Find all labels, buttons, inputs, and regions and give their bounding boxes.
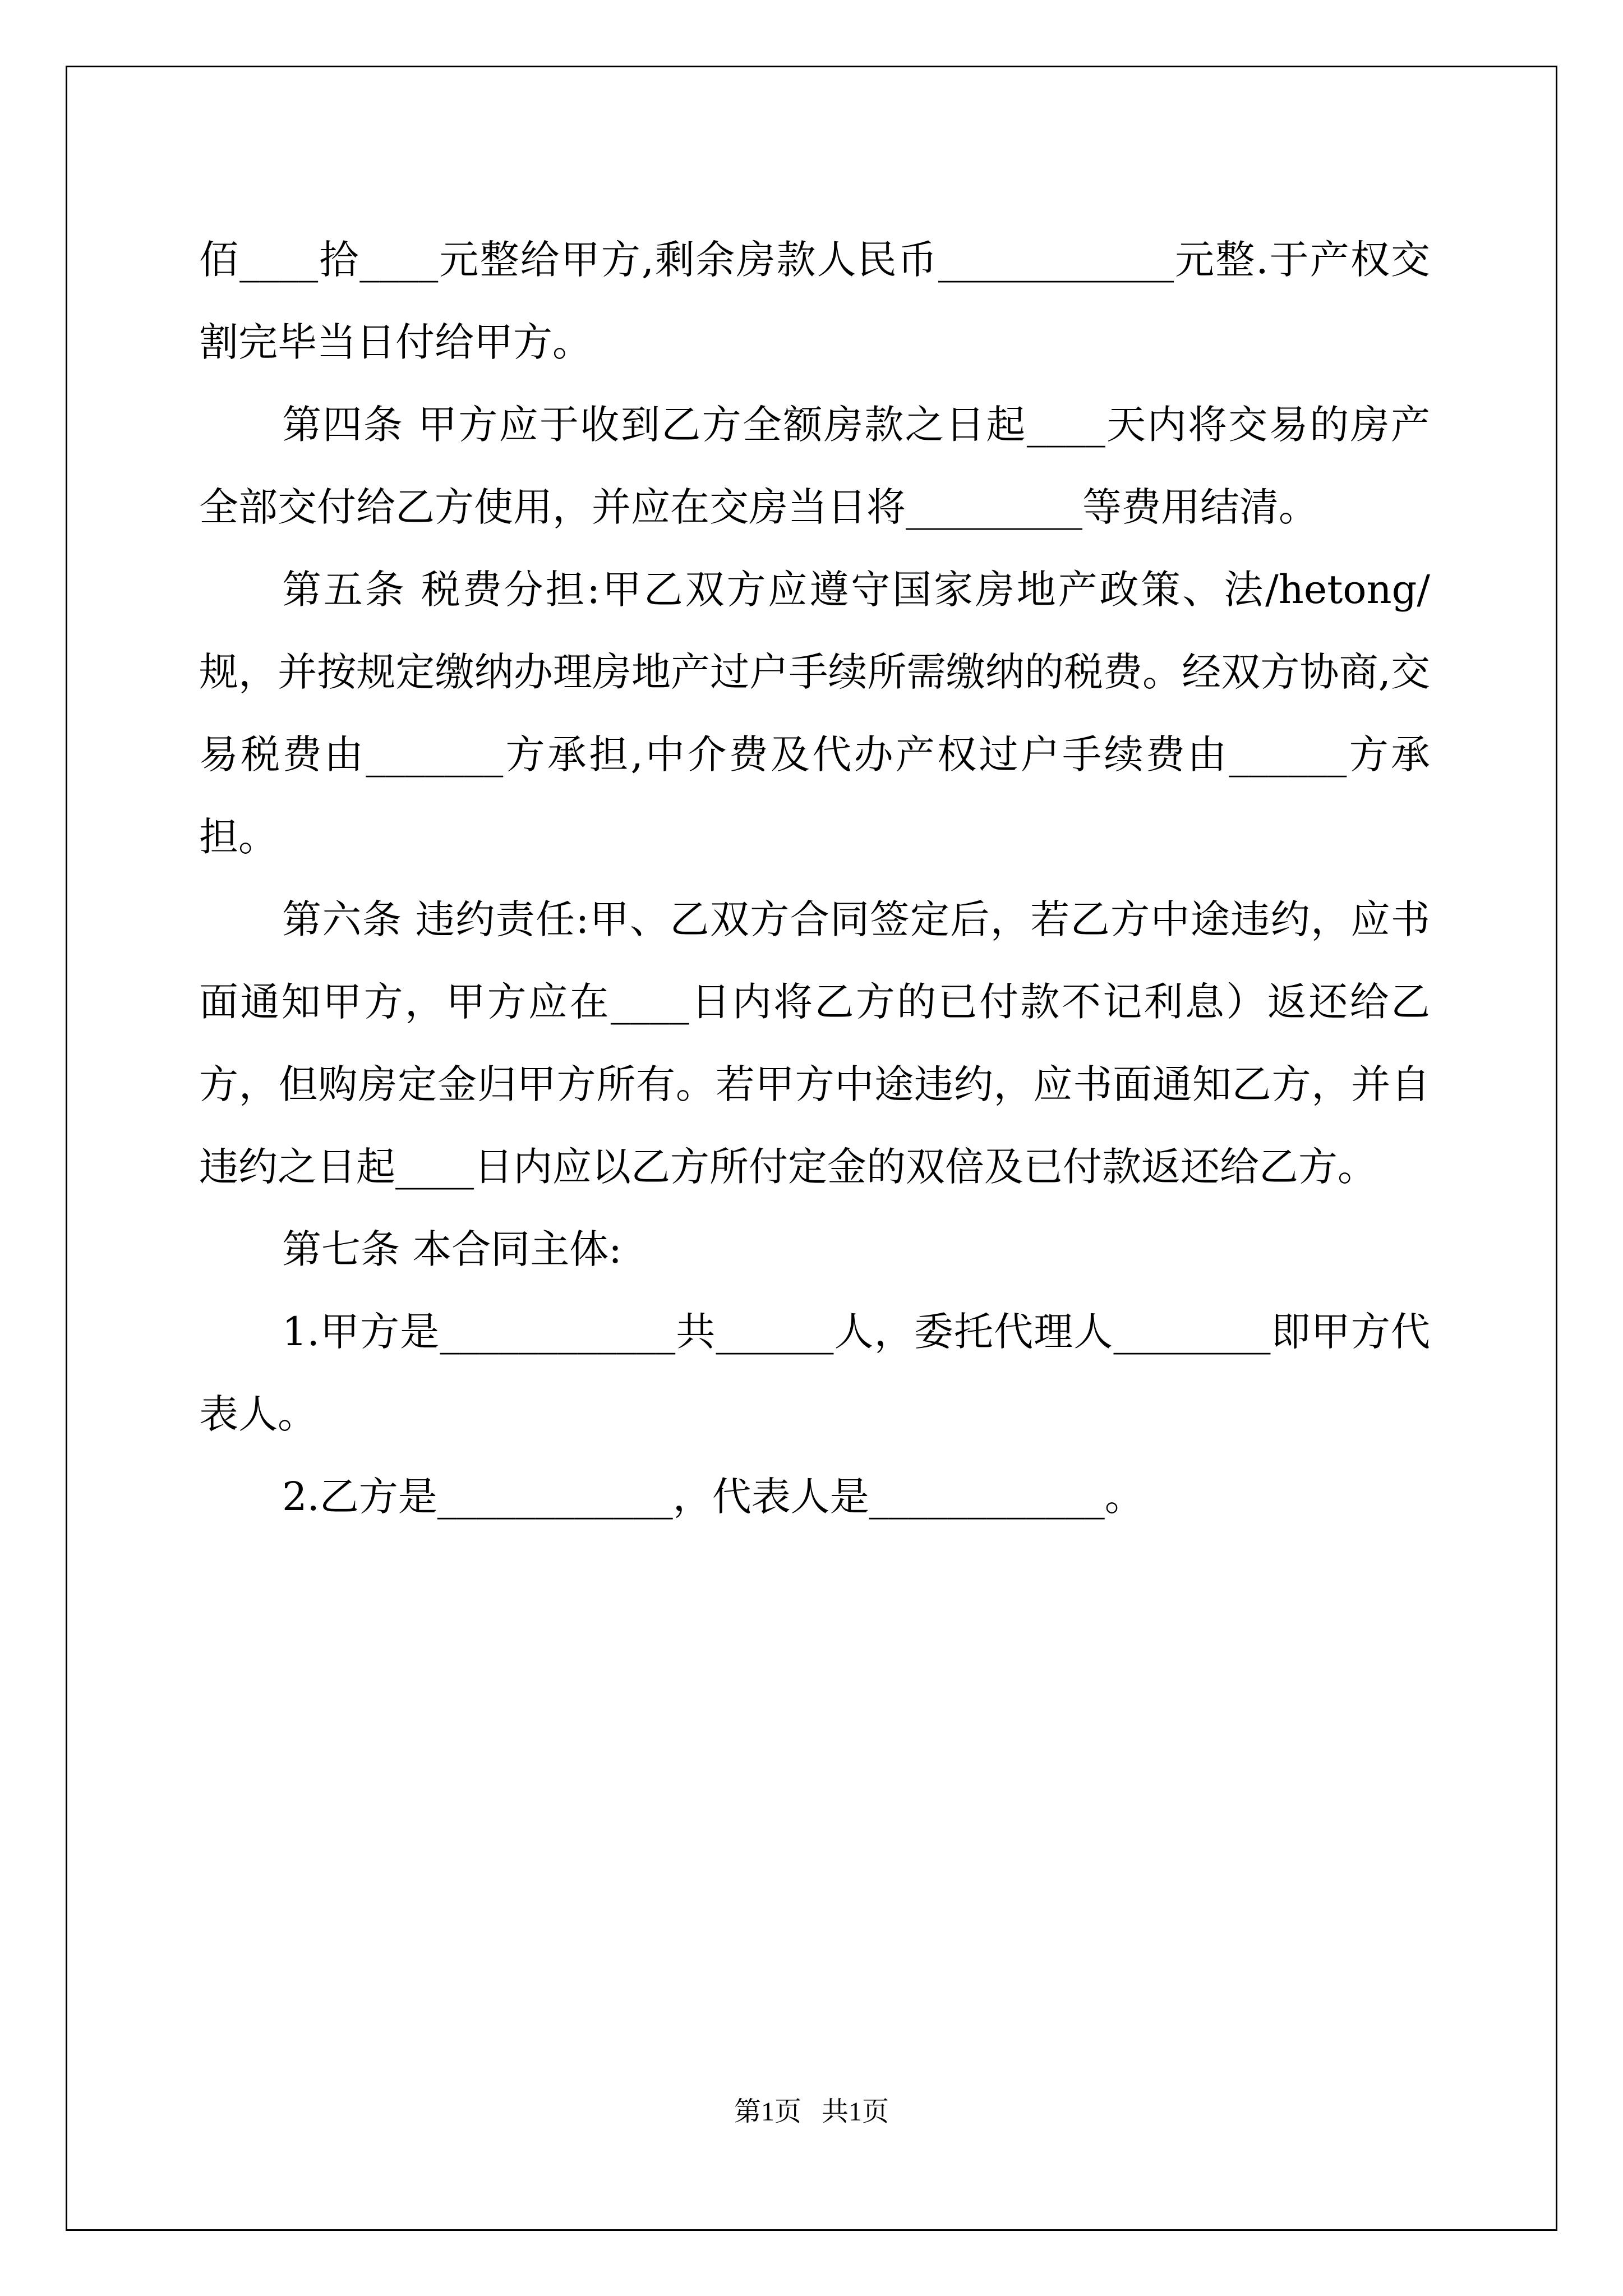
paragraph-payment-terms: 佰____拾____元整给甲方,剩余房款人民币____________元整.于产权交割完毕当日付给甲方。 (199, 237, 1430, 365)
paragraph-party-a: 1.甲方是____________共______人，委托代理人________即甲方代表人。 (199, 1309, 1430, 1437)
paragraph-article-6: 第六条 违约责任:甲、乙双方合同签定后，若乙方中途违约，应书面通知甲方，甲方应在____日内将乙方的已付款不记利息）返还给乙方，但购房定金归甲方所有。若甲方中途违约，应书面通知乙方，并自违约之日起____日内应以乙方所付定金的双倍及已付款返还给乙方。 (199, 896, 1430, 1190)
paragraph-article-7: 第七条 本合同主体: (282, 1226, 622, 1272)
document-body (199, 219, 1430, 1538)
page-number-footer: 第1页 共1页 (734, 2097, 889, 2127)
paragraph-article-4: 第四条 甲方应于收到乙方全额房款之日起____天内将交易的房产全部交付给乙方使用，并应在交房当日将_________等费用结清。 (199, 402, 1430, 530)
paragraph-article-5: 第五条 税费分担:甲乙双方应遵守国家房地产政策、法/hetong/规，并按规定缴纳办理房地产过户手续所需缴纳的税费。经双方协商,交易税费由_______方承担,中介费及代办产权过户手续费由______方承担。 (199, 567, 1430, 860)
paragraph-party-b: 2.乙方是____________，代表人是____________。 (282, 1474, 1144, 1520)
